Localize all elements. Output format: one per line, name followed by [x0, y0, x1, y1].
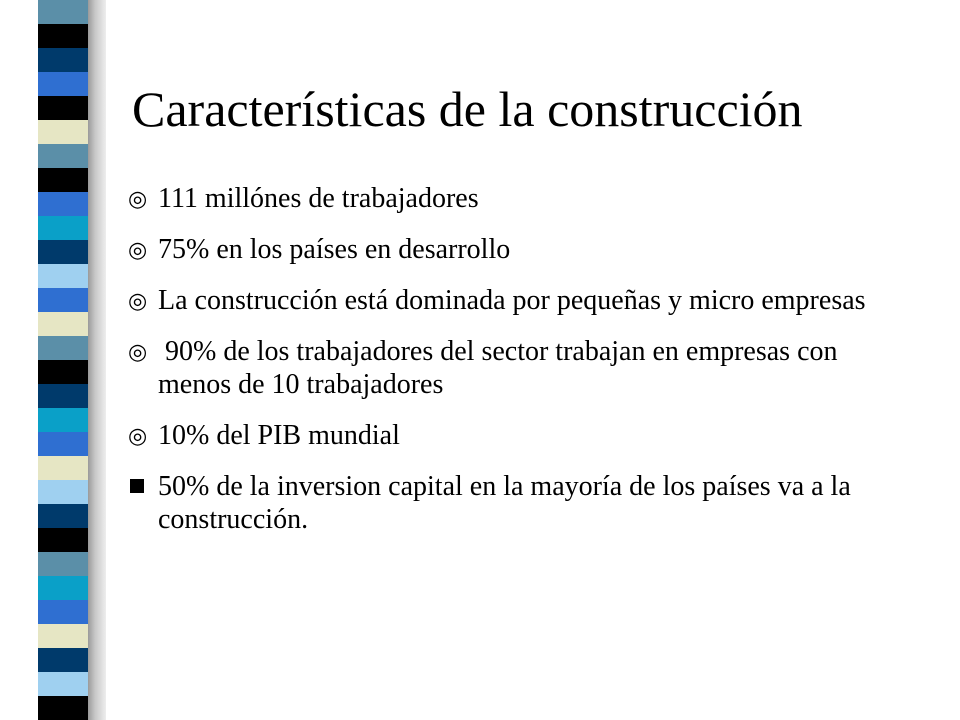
stripe-block: [38, 432, 88, 456]
stripe-block: [38, 0, 88, 24]
stripe-block: [38, 600, 88, 624]
stripe-block: [38, 552, 88, 576]
decorative-stripe: [38, 0, 88, 720]
stripe-block: [38, 672, 88, 696]
bullet-circle-icon: ◎: [128, 339, 148, 364]
stripe-block: [38, 504, 88, 528]
bullet-text: 50% de la inversion capital en la mayoría de los países va a la construcción.: [158, 471, 851, 535]
stripe-block: [38, 576, 88, 600]
stripe-block: [38, 648, 88, 672]
stripe-block: [38, 360, 88, 384]
stripe-block: [38, 96, 88, 120]
bullet-text: 75% en los países en desarrollo: [158, 234, 511, 265]
bullet-item: [128, 470, 888, 536]
stripe-block: [38, 312, 88, 336]
stripe-block: [38, 216, 88, 240]
slide-left-margin: [0, 0, 38, 720]
bullet-list: [128, 182, 888, 554]
stripe-block: [38, 384, 88, 408]
stripe-block: [38, 168, 88, 192]
stripe-block: [38, 480, 88, 504]
bullet-text: La construcción está dominada por pequeñas y micro empresas: [158, 285, 866, 316]
bullet-text: 10% del PIB mundial: [158, 420, 400, 451]
bullet-text: 111 millónes de trabajadores: [158, 183, 479, 214]
bullet-circle-icon: ◎: [128, 423, 148, 448]
bullet-square-icon: [128, 470, 150, 503]
bullet-item: [128, 233, 888, 266]
stripe-block: [38, 144, 88, 168]
stripe-block: [38, 48, 88, 72]
stripe-block: [38, 264, 88, 288]
slide-title: Características de la construcción: [132, 81, 803, 137]
stripe-block: [38, 240, 88, 264]
bullet-item: [128, 182, 888, 215]
bullet-circle-icon: ◎: [128, 186, 148, 211]
stripe-block: [38, 696, 88, 720]
bullet-text: 90% de los trabajadores del sector trabajan en empresas con menos de 10 trabajadores: [158, 336, 845, 400]
stripe-block: [38, 72, 88, 96]
bullet-circle-icon: ◎: [128, 288, 148, 313]
stripe-block: [38, 120, 88, 144]
stripe-block: [38, 624, 88, 648]
stripe-shadow: [88, 0, 106, 720]
bullet-circle-icon: ◎: [128, 237, 148, 262]
stripe-block: [38, 24, 88, 48]
stripe-block: [38, 192, 88, 216]
bullet-item: [128, 419, 888, 452]
stripe-block: [38, 408, 88, 432]
stripe-block: [38, 288, 88, 312]
bullet-item: [128, 284, 888, 317]
stripe-block: [38, 336, 88, 360]
stripe-block: [38, 528, 88, 552]
stripe-block: [38, 456, 88, 480]
bullet-item: [128, 335, 888, 401]
